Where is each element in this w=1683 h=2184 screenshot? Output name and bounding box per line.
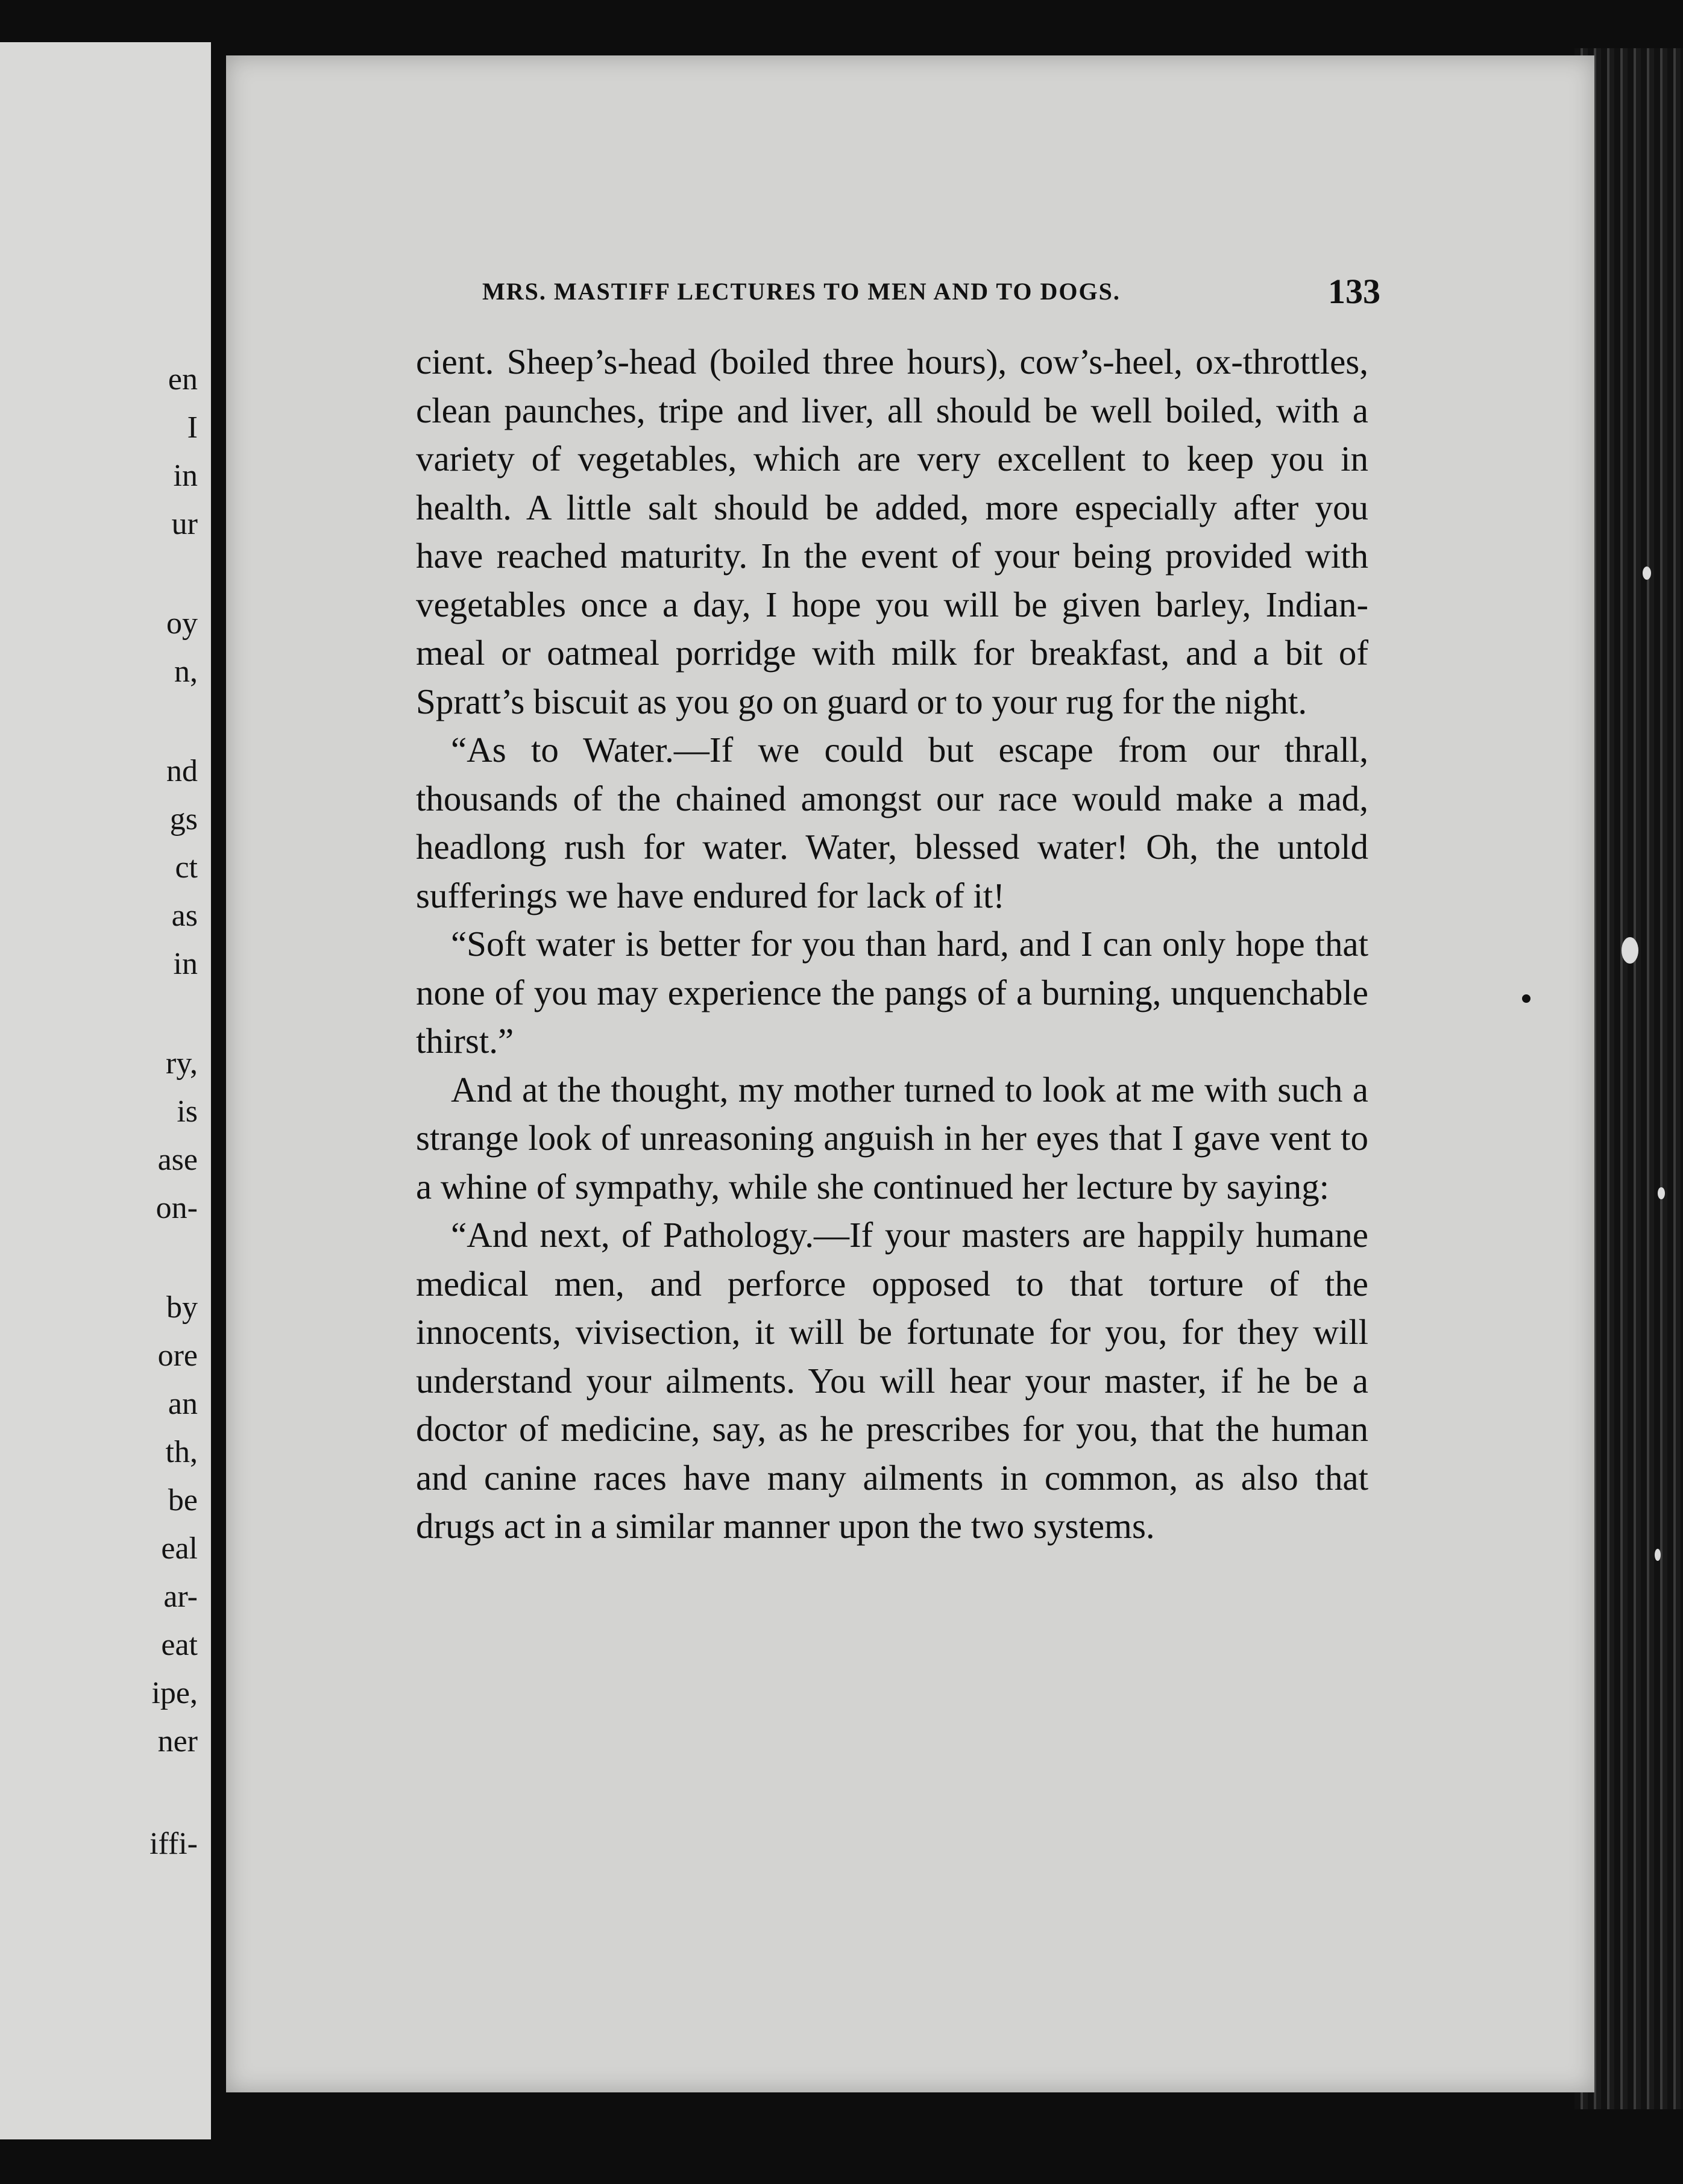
page-number: 133 <box>1328 272 1380 311</box>
scan-speck <box>1655 1549 1661 1561</box>
previous-page-fragment: n, <box>174 654 198 689</box>
previous-page-fragment: ore <box>157 1338 198 1373</box>
previous-page-fragment: an <box>168 1387 198 1421</box>
previous-page-fragment: ner <box>157 1724 198 1759</box>
previous-page-fragment: on- <box>156 1191 198 1225</box>
previous-page-fragment: by <box>166 1290 198 1325</box>
body-text <box>416 337 1368 1551</box>
previous-page-fragment: th, <box>165 1435 198 1469</box>
scan-speck <box>1643 566 1651 580</box>
previous-page-fragment: as <box>171 899 198 933</box>
previous-page-fragment: eal <box>161 1531 198 1566</box>
previous-page-fragment: be <box>168 1483 198 1517</box>
previous-page-fragment: ct <box>175 850 198 885</box>
previous-page-fragment: eat <box>161 1628 198 1662</box>
paragraph: “And next, of Pathology.—If your masters are happily humane medical men, and perforce opposed to that torture of the innocents, vivisection, it will be fortunate for you, for they will understand your ailments. You will hear your master, if he be a doctor of medicine, say, as he prescribes for you, that the human and canine races have many ailments in common, as also that drugs act in a similar manner upon the two systems. <box>416 1215 1368 1546</box>
previous-page-fragment: en <box>168 362 198 397</box>
running-head-title: MRS. MASTIFF LECTURES TO MEN AND TO DOGS. <box>482 278 1121 305</box>
previous-page-fragment: ase <box>157 1143 198 1177</box>
running-head <box>482 271 1380 313</box>
scan-speck <box>1522 994 1530 1003</box>
previous-page <box>0 42 211 2139</box>
previous-page-fragment: is <box>177 1094 198 1129</box>
paragraph: cient. Sheep’s-head (boiled three hours), cow’s-heel, ox-throttles, clean paunches, tripe and liver, all should be well boiled, with a variety of vegetables, which are very excellent to keep you in health. A little salt should be added, more especially after you have reached maturity. In the event of your being provided with vegetables once a day, I hope you will be given barley, Indian-meal or oatmeal porridge with milk for breakfast, and a bit of Spratt’s biscuit as you go on guard or to your rug for the night. <box>416 342 1368 721</box>
paragraph: “As to Water.—If we could but escape from our thrall, thousands of the chained amongst our race would make a mad, headlong rush for water. Water, blessed water! Oh, the untold sufferings we have endured for lack of it! <box>416 730 1368 915</box>
scan-speck <box>1622 937 1638 964</box>
previous-page-fragment: gs <box>169 802 198 836</box>
previous-page-fragment: ur <box>171 507 198 541</box>
paragraph: And at the thought, my mother turned to look at me with such a strange look of unreasoning anguish in her eyes that I gave vent to a whine of sympathy, while she continued her lecture by saying: <box>416 1069 1368 1207</box>
previous-page-fragment: oy <box>166 606 198 641</box>
previous-page-fragment: I <box>187 410 198 445</box>
previous-page-fragment: in <box>173 459 198 493</box>
previous-page-fragment: in <box>173 947 198 981</box>
previous-page-fragment: ar- <box>163 1580 198 1614</box>
previous-page-fragment: nd <box>166 754 198 788</box>
previous-page-fragment: ipe, <box>151 1676 198 1710</box>
previous-page-fragment: iffi- <box>149 1827 198 1861</box>
paragraph: “Soft water is better for you than hard, and I can only hope that none of you may experience the pangs of a burning, unquenchable thirst.” <box>416 924 1368 1061</box>
previous-page-fragment: ry, <box>166 1046 198 1081</box>
scan-speck <box>1658 1187 1665 1199</box>
